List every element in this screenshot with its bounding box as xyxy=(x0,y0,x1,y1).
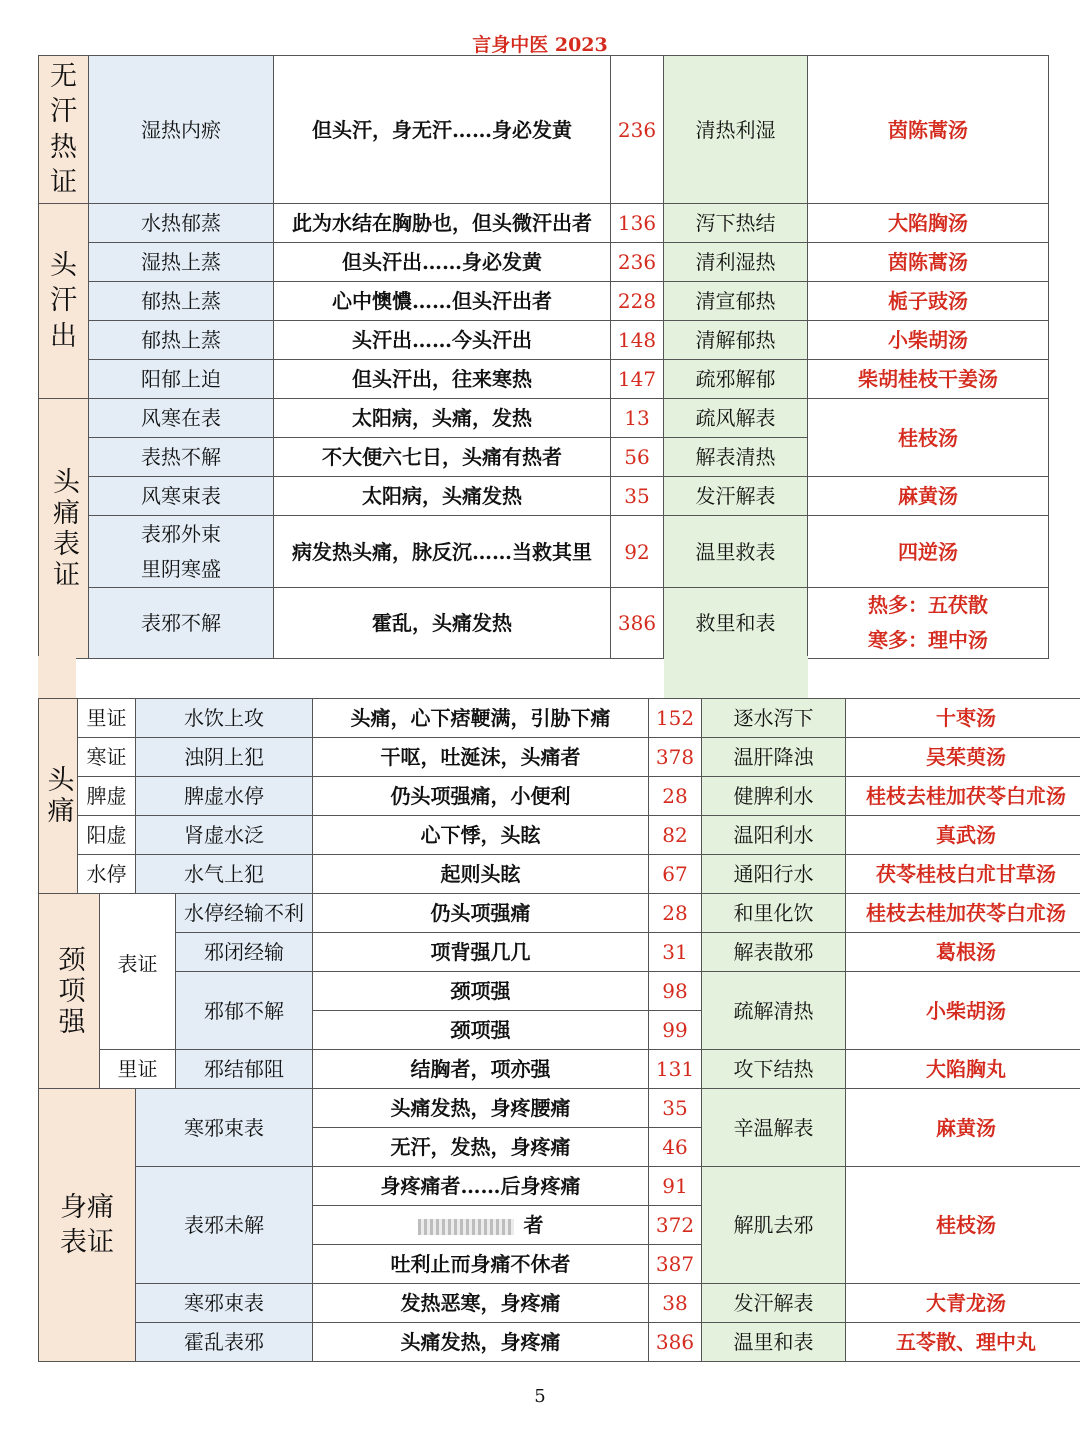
pathogenesis-cell: 风寒在表 xyxy=(89,399,274,438)
treatment-cell: 泻下热结 xyxy=(664,204,808,243)
clause-cell: 心中懊憹……但头汗出者 xyxy=(274,282,611,321)
clause-number: 82 xyxy=(649,816,702,855)
treatment-cell: 解肌去邪 xyxy=(702,1167,846,1284)
gap-strip xyxy=(664,656,808,698)
type-cell: 里证 xyxy=(78,699,136,738)
clause-number: 31 xyxy=(649,933,702,972)
pathogenesis-cell: 水气上犯 xyxy=(136,855,313,894)
clause-number: 98 xyxy=(649,972,702,1011)
treatment-cell: 温里和表 xyxy=(702,1323,846,1362)
type-cell: 表证 xyxy=(100,894,176,1050)
clause-cell: 身疼痛者……后身疼痛 xyxy=(313,1167,649,1206)
formula-cell: 真武汤 xyxy=(846,816,1080,855)
clause-cell xyxy=(313,1206,649,1245)
treatment-cell: 温肝降浊 xyxy=(702,738,846,777)
category-line: 表证 xyxy=(60,1227,114,1258)
pathogenesis-line: 表邪外束 xyxy=(141,521,221,546)
pathogenesis-cell: 表邪未解 xyxy=(136,1167,313,1284)
table-row xyxy=(39,516,1049,588)
formula-cell: 麻黄汤 xyxy=(808,477,1049,516)
pathogenesis-cell: 郁热上蒸 xyxy=(89,282,274,321)
formula-cell: 茵陈蒿汤 xyxy=(808,243,1049,282)
clause-number: 13 xyxy=(611,399,664,438)
clause-cell: 但头汗出，往来寒热 xyxy=(274,360,611,399)
table-row xyxy=(39,894,1080,933)
clause-number: 28 xyxy=(649,894,702,933)
type-cell: 阳虚 xyxy=(78,816,136,855)
redacted-text xyxy=(418,1219,514,1235)
clause-cell: 霍乱，头痛发热 xyxy=(274,588,611,659)
treatment-cell: 健脾利水 xyxy=(702,777,846,816)
clause-number: 152 xyxy=(649,699,702,738)
clause-cell: 头汗出……今头汗出 xyxy=(274,321,611,360)
clause-number: 56 xyxy=(611,438,664,477)
pathogenesis-cell: 湿热内瘀 xyxy=(89,56,274,204)
type-cell: 寒证 xyxy=(78,738,136,777)
clause-number: 92 xyxy=(611,516,664,588)
formula-cell: 大陷胸丸 xyxy=(846,1050,1080,1089)
clause-number: 35 xyxy=(649,1089,702,1128)
type-cell: 里证 xyxy=(100,1050,176,1089)
treatment-cell: 发汗解表 xyxy=(702,1284,846,1323)
clause-number: 99 xyxy=(649,1011,702,1050)
clause-number: 236 xyxy=(611,243,664,282)
clause-number: 387 xyxy=(649,1245,702,1284)
category-cell xyxy=(39,1089,136,1362)
category-line: 身痛 xyxy=(60,1191,114,1223)
clause-number: 35 xyxy=(611,477,664,516)
table-row xyxy=(39,816,1080,855)
clause-cell: 但头汗出……身必发黄 xyxy=(274,243,611,282)
formula-cell: 栀子豉汤 xyxy=(808,282,1049,321)
formula-cell: 葛根汤 xyxy=(846,933,1080,972)
treatment-cell: 清利湿热 xyxy=(664,243,808,282)
table-row xyxy=(39,1050,1080,1089)
formula-line: 寒多：理中汤 xyxy=(868,628,988,652)
clause-number: 378 xyxy=(649,738,702,777)
treatment-cell: 疏邪解郁 xyxy=(664,360,808,399)
pathogenesis-cell: 风寒束表 xyxy=(89,477,274,516)
clause-number: 131 xyxy=(649,1050,702,1089)
category-cell: 颈项强 xyxy=(39,894,100,1089)
clause-cell: 无汗，发热，身疼痛 xyxy=(313,1128,649,1167)
clause-number: 372 xyxy=(649,1206,702,1245)
clause-cell: 吐利止而身痛不休者 xyxy=(313,1245,649,1284)
category-cell: 头痛表证 xyxy=(39,399,89,659)
table-row xyxy=(39,777,1080,816)
table-row xyxy=(39,1323,1080,1362)
table-row xyxy=(39,1089,1080,1128)
treatment-cell: 发汗解表 xyxy=(664,477,808,516)
pathogenesis-cell: 郁热上蒸 xyxy=(89,321,274,360)
pathogenesis-line: 里阴寒盛 xyxy=(141,556,221,581)
treatment-cell: 逐水泻下 xyxy=(702,699,846,738)
treatment-cell: 清热利湿 xyxy=(664,56,808,204)
pathogenesis-cell: 水饮上攻 xyxy=(136,699,313,738)
clause-number: 91 xyxy=(649,1167,702,1206)
treatment-cell: 疏风解表 xyxy=(664,399,808,438)
treatment-cell: 温里救表 xyxy=(664,516,808,588)
clause-cell: 病发热头痛，脉反沉……当救其里 xyxy=(274,516,611,588)
pathogenesis-cell: 水热郁蒸 xyxy=(89,204,274,243)
clause-number: 136 xyxy=(611,204,664,243)
clause-cell: 但头汗，身无汗……身必发黄 xyxy=(274,56,611,204)
pathogenesis-cell: 浊阴上犯 xyxy=(136,738,313,777)
pathogenesis-cell: 表热不解 xyxy=(89,438,274,477)
clause-cell: 仍头项强痛 xyxy=(313,894,649,933)
table-row xyxy=(39,56,1049,204)
pathogenesis-cell: 脾虚水停 xyxy=(136,777,313,816)
table-row xyxy=(39,477,1049,516)
table-row xyxy=(39,399,1049,438)
formula-cell: 小柴胡汤 xyxy=(808,321,1049,360)
clause-cell: 仍头项强痛，小便利 xyxy=(313,777,649,816)
pathogenesis-cell: 表邪不解 xyxy=(89,588,274,659)
clause-text: 者 xyxy=(523,1213,544,1237)
table-upper xyxy=(38,55,1049,659)
category-cell: 无汗热证 xyxy=(39,56,89,204)
clause-cell: 头痛发热，身疼腰痛 xyxy=(313,1089,649,1128)
table-row xyxy=(39,204,1049,243)
table-row xyxy=(39,699,1080,738)
clause-number: 148 xyxy=(611,321,664,360)
treatment-cell: 解表清热 xyxy=(664,438,808,477)
clause-cell: 太阳病，头痛，发热 xyxy=(274,399,611,438)
pathogenesis-cell: 水停经输不利 xyxy=(176,894,313,933)
page-header: 言身中医 2023 xyxy=(472,34,608,56)
table-row xyxy=(39,321,1049,360)
formula-cell: 五苓散、理中丸 xyxy=(846,1323,1080,1362)
pathogenesis-cell xyxy=(89,516,274,588)
table-lower xyxy=(38,698,1080,1362)
table-row xyxy=(39,738,1080,777)
table-row xyxy=(39,588,1049,659)
clause-cell: 起则头眩 xyxy=(313,855,649,894)
formula-cell: 十枣汤 xyxy=(846,699,1080,738)
type-cell: 脾虚 xyxy=(78,777,136,816)
clause-number: 46 xyxy=(649,1128,702,1167)
formula-cell: 大陷胸汤 xyxy=(808,204,1049,243)
pathogenesis-cell: 邪结郁阻 xyxy=(176,1050,313,1089)
clause-number: 147 xyxy=(611,360,664,399)
formula-cell: 桂枝汤 xyxy=(808,399,1049,477)
clause-cell: 发热恶寒，身疼痛 xyxy=(313,1284,649,1323)
clause-cell: 头痛发热，身疼痛 xyxy=(313,1323,649,1362)
clause-cell: 干呕，吐涎沫，头痛者 xyxy=(313,738,649,777)
formula-cell: 茵陈蒿汤 xyxy=(808,56,1049,204)
clause-cell: 太阳病，头痛发热 xyxy=(274,477,611,516)
pathogenesis-cell: 寒邪束表 xyxy=(136,1284,313,1323)
treatment-cell: 辛温解表 xyxy=(702,1089,846,1167)
table-row xyxy=(39,972,1080,1011)
clause-cell: 不大便六七日，头痛有热者 xyxy=(274,438,611,477)
clause-cell: 颈项强 xyxy=(313,972,649,1011)
formula-cell: 小柴胡汤 xyxy=(846,972,1080,1050)
pathogenesis-cell: 邪闭经输 xyxy=(176,933,313,972)
formula-cell: 茯苓桂枝白朮甘草汤 xyxy=(846,855,1080,894)
clause-number: 236 xyxy=(611,56,664,204)
category-cell: 头痛 xyxy=(39,699,78,894)
pathogenesis-cell: 邪郁不解 xyxy=(176,972,313,1050)
formula-cell: 吴茱萸汤 xyxy=(846,738,1080,777)
treatment-cell: 温阳利水 xyxy=(702,816,846,855)
pathogenesis-cell: 霍乱表邪 xyxy=(136,1323,313,1362)
pathogenesis-cell: 阳郁上迫 xyxy=(89,360,274,399)
pathogenesis-cell: 湿热上蒸 xyxy=(89,243,274,282)
treatment-cell: 和里化饮 xyxy=(702,894,846,933)
formula-cell: 桂枝去桂加茯苓白朮汤 xyxy=(846,894,1080,933)
table-row xyxy=(39,360,1049,399)
treatment-cell: 疏解清热 xyxy=(702,972,846,1050)
table-row xyxy=(39,1167,1080,1206)
pathogenesis-cell: 寒邪束表 xyxy=(136,1089,313,1167)
clause-cell: 颈项强 xyxy=(313,1011,649,1050)
clause-cell: 结胸者，项亦强 xyxy=(313,1050,649,1089)
table-row xyxy=(39,243,1049,282)
gap-strip xyxy=(38,656,76,698)
table-row xyxy=(39,1284,1080,1323)
treatment-cell: 救里和表 xyxy=(664,588,808,659)
table-row xyxy=(39,282,1049,321)
formula-cell: 麻黄汤 xyxy=(846,1089,1080,1167)
clause-cell: 项背强几几 xyxy=(313,933,649,972)
table-row xyxy=(39,855,1080,894)
pathogenesis-cell: 肾虚水泛 xyxy=(136,816,313,855)
type-cell: 水停 xyxy=(78,855,136,894)
treatment-cell: 攻下结热 xyxy=(702,1050,846,1089)
clause-number: 67 xyxy=(649,855,702,894)
formula-line: 热多：五茯散 xyxy=(868,593,988,617)
formula-cell: 四逆汤 xyxy=(808,516,1049,588)
formula-cell: 大青龙汤 xyxy=(846,1284,1080,1323)
formula-cell: 桂枝汤 xyxy=(846,1167,1080,1284)
clause-number: 386 xyxy=(649,1323,702,1362)
formula-cell: 桂枝去桂加茯苓白朮汤 xyxy=(846,777,1080,816)
clause-cell: 头痛，心下痞鞕满，引胁下痛 xyxy=(313,699,649,738)
clause-number: 228 xyxy=(611,282,664,321)
formula-cell: 柴胡桂枝干姜汤 xyxy=(808,360,1049,399)
clause-number: 38 xyxy=(649,1284,702,1323)
treatment-cell: 通阳行水 xyxy=(702,855,846,894)
formula-cell xyxy=(808,588,1049,659)
clause-number: 28 xyxy=(649,777,702,816)
clause-number: 386 xyxy=(611,588,664,659)
treatment-cell: 解表散邪 xyxy=(702,933,846,972)
category-cell: 头汗出 xyxy=(39,204,89,399)
treatment-cell: 清解郁热 xyxy=(664,321,808,360)
clause-cell: 此为水结在胸胁也，但头微汗出者 xyxy=(274,204,611,243)
table-row xyxy=(39,933,1080,972)
clause-cell: 心下悸，头眩 xyxy=(313,816,649,855)
treatment-cell: 清宣郁热 xyxy=(664,282,808,321)
page-number: 5 xyxy=(534,1386,546,1407)
